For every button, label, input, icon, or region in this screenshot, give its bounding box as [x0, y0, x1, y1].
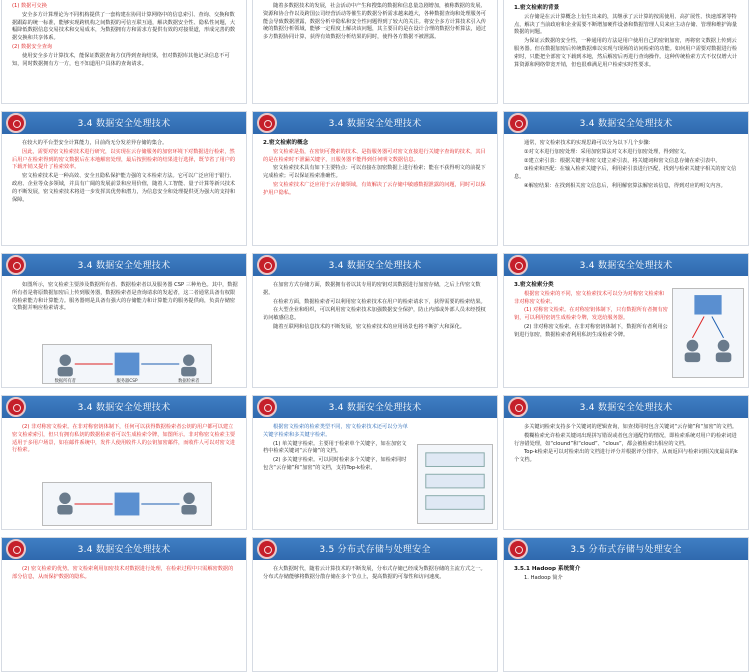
slide-title: 3.5 分布式存储与处理安全	[319, 545, 431, 555]
paragraph: 密文检索是指，在密钥可搜索的技术、是指服务器可对密文直接进行关键字查询的技术，其目的是在检索时不泄漏关键字，且服务器不能得到任何明文数据信息。	[263, 148, 486, 163]
person-icon	[181, 505, 196, 515]
slide-r3-c1[interactable]	[252, 253, 498, 388]
paragraph: 在大型企业和组织，可以利用密文检索技术加强数据安全保护，防止内部或外部人员未经授权访问敏感信息。	[263, 307, 486, 322]
slide-title: 3.4 数据安全处理技术	[328, 119, 422, 129]
slide-r1-c1[interactable]	[252, 0, 498, 104]
slide-title: 3.4 数据安全处理技术	[579, 261, 673, 271]
person-icon	[718, 340, 730, 352]
slide-header	[253, 112, 497, 134]
person-icon	[59, 493, 70, 504]
roles-diagram	[42, 344, 212, 384]
paragraph: 根据密文检索的检索类型不同，密文检索技术还可以分为单关键字检索和多关键字检索。	[263, 424, 408, 438]
paragraph: (2) 非对称密文检索。在非对称密钥体制下，任何可以获得数据检索者公钥的用户都可以建立密文检索索引，但只有拥有私钥的数据检索者可以生成检索令牌，如图所示。非对称密文检索主要适用于多用户场景，如在邮件系统中，发件人使用收件人的公钥加密邮件，而收件人可以对密文进行检索。	[12, 424, 236, 454]
person-icon	[687, 340, 699, 352]
subheading: (1) 数据可交换	[12, 3, 47, 9]
server-icon	[115, 353, 140, 376]
keyword-search-diagram	[417, 444, 493, 524]
person-icon	[57, 505, 72, 515]
slide-r4-c2[interactable]	[503, 395, 749, 530]
paragraph: 云存储是在云计算概念上衍生出来的，其继承了云计算的按需使用、高扩展性、快速部署等特点，解决了当前政府和企业需要不断增加硬件设备和数据管理人员来应主动存储、管理和维护海量数据的问题。	[514, 13, 738, 36]
slide-header	[2, 538, 246, 560]
paragraph: 模糊检索允许检索关键词出现拼写错误或者包含通配符的情况，即检索系统对用户的检索词进行容错处理，如“clound”和“cloud”、“clous”，都会被检索出相应的文档。	[514, 432, 737, 447]
role-label: 数据检索者	[178, 379, 200, 385]
paragraph: 密文检索技术具有如下主要特点：可以直接在加密数据上进行检索；能在不获得明文的前提下完成检索；可以保证检索准确性。	[263, 165, 486, 180]
person-icon	[58, 367, 73, 377]
person-icon	[183, 493, 194, 504]
slide-header	[504, 254, 748, 276]
arrow	[712, 316, 724, 337]
subheading: (2) 数据安全查询	[12, 43, 53, 50]
slide-r5-c1[interactable]	[252, 537, 498, 672]
slide-header	[2, 112, 246, 134]
slide-title: 3.4 数据安全处理技术	[328, 403, 422, 413]
slide-r4-c0[interactable]	[1, 395, 247, 530]
slide-title: 3.4 数据安全处理技术	[579, 403, 673, 413]
person-icon	[685, 352, 701, 362]
index-box	[426, 453, 484, 467]
symmetric-diagram-svg	[673, 289, 743, 377]
slide-header	[2, 254, 246, 276]
slide-r3-c0[interactable]	[1, 253, 247, 388]
person-icon	[716, 352, 732, 362]
slide-r3-c2[interactable]	[503, 253, 749, 388]
slide-r2-c0[interactable]	[1, 111, 247, 246]
index-box	[426, 496, 484, 510]
slide-header	[253, 396, 497, 418]
paragraph: 使用安全多方计算技术，能保证数据查询方仅得到查询结果，但对数据库其他记录信息不可知，同时数据拥有方一方，也不知道用户具体的查询请求。	[12, 52, 230, 67]
server-icon	[694, 295, 721, 314]
paragraph: 为保证云数据的安全性，一种通用的方法是用户使用自己的密钥加密，再将密文数据上传到云服务器。但在数据加密后传统数据难以实现与现场的访问检索的功能。如何用户需要对数据进行检索时，只能把全部密文下载到本地，然后解密后再进行查询操作。这种传统检索方式不仅仅增大计算资源和网络带宽开销，但也很难满足用户检索实时性要求。	[514, 38, 738, 68]
paragraph: Top-k检索是可以对检索出的文档进行评分并根据评分排序，从而返回与检索词相关度最高的k个文档。	[514, 449, 738, 464]
paragraph: (2) 密文检索的优势。密文检索利用加密技术对数据进行处理，在检索过程中只需解密数据的部分信息，从而保护数据的隐私。	[12, 566, 234, 580]
paragraph: 随着互联网和信息技术的不断发展，密文检索技术的应用场景也将不断扩大和深化。	[273, 323, 465, 330]
list-item: ④解密结果：在找到相关密文信息后，利用解密算法解密该信息，得到对应的明文内容。	[524, 182, 726, 189]
slide-title: 3.4 数据安全处理技术	[77, 545, 171, 555]
section-heading: 2.密文检索的概念	[263, 140, 309, 146]
roles-diagram-svg	[43, 345, 211, 383]
slide-title: 3.4 数据安全处理技术	[328, 261, 422, 271]
paragraph: 安全多方计算理论为不同机构提供了一套构建在协同计算网络中的信息索引、查询、交换和数据跟踪的统一标准，能够实现跨机构之间数据的可信互联互通，解决数据安全性、隐私性问题，大幅降低数据信息交易技术和交易成本，为数据拥有方和需求方提供有效的对接渠道，形成完善的数据交换和共享体系。	[12, 11, 236, 42]
asymmetric-diagram	[42, 482, 212, 526]
role-label: 数据所有者	[54, 379, 76, 385]
slide-r1-c2[interactable]	[503, 0, 749, 104]
symmetric-diagram	[672, 288, 744, 378]
paragraph: 根据密文检索的不同，密文检索技术可以分为对称密文检索和非对称密文检索。	[514, 290, 665, 305]
paragraph: 多关键词检索支持多个关键词的逻辑查询，如查找同时包含关键词“云存储”和“加密”的文档。	[524, 424, 738, 430]
slide-title: 3.4 数据安全处理技术	[77, 403, 171, 413]
role-label: 服务器CSP	[116, 379, 138, 385]
list-item: ①对文本进行加密处理：采用加密算法对文本进行加密处理，得到密文。	[524, 148, 690, 155]
paragraph: 密文检索技术是一种高效、安全且隐私保护能力强的文本检索方法。它可以广泛应用于银行、政府、企业等众多领域，并具有广阔的发展前景和应用价值，随着人工智能、量子计算等新兴技术的不断发展，密文检索技术将进一步发挥其优势和潜力，为信息安全和处理提供更为强大的支持和保障。	[12, 173, 236, 203]
index-box	[426, 474, 484, 488]
paragraph: 1. Hadoop 简介	[524, 574, 563, 581]
list-item: ②建立索引表：根据关键字和密文建立索引表，将关键词和密文信息存储在索引表中。	[524, 157, 721, 164]
list-item: (1) 对称密文检索。在对称密钥体制下，只有数据所有者拥有密钥，可以利用密钥生成检索令牌，发送给服务器。	[514, 307, 668, 322]
slide-header	[504, 112, 748, 134]
slide-r2-c1[interactable]	[252, 111, 498, 246]
paragraph: 在较大的平台型安全计算能力，目前尚无分发差异存储的集合。	[22, 140, 168, 146]
slide-r2-c2[interactable]	[503, 111, 749, 246]
paragraph: 在大数据时代，随着云计算技术的不断发展，分布式存储已经成为数据存储的主流方式之一。分布式存储能够将数据分散存储在多个节点上，提高数据的可靠性和访问速度。	[263, 566, 486, 580]
section-heading: 3.5.1 Hadoop 系统简介	[514, 566, 581, 572]
slide-header	[504, 538, 748, 560]
list-item: (2) 多关键字检索。可以同时检索多个关键字，如检索同时包含“云存储”和“加密”的文档，支持Top-k检索。	[263, 457, 407, 471]
paragraph: 密文检索技术广泛应用于云存储领域，有效解决了云存储中敏感数据泄露的问题，同时可以保护用户隐私。	[263, 181, 486, 196]
slide-header	[2, 396, 246, 418]
list-item: (1) 单关键字检索。主要用于检索单个关键字，如在加密文档中检索关键词“云存储”的文档。	[263, 440, 407, 455]
slide-title: 3.4 数据安全处理技术	[77, 261, 171, 271]
slide-r4-c1[interactable]	[252, 395, 498, 530]
paragraph: 如图所示，密文检索主要涉及数据所有者、数据检索者以及服务器 CSP 三种角色。其中，数据所有者是将原数据加密后上传到服务器，数据检索者是查询请求的发起者，这二者通常具备有权限的检索能力和计算能力。服务器则是具备有强大的存储能力和计算能力的服务提供商，负责存储密文数据并响应检索请求。	[12, 282, 238, 312]
person-icon	[181, 367, 196, 377]
slide-title: 3.4 数据安全处理技术	[579, 119, 673, 129]
section-heading: 1.密文检索的背景	[514, 5, 560, 11]
slide-title: 3.5 分布式存储与处理安全	[570, 545, 682, 555]
list-item: (2) 非对称密文检索。在非对称密钥体制下，数据所有者利用公钥进行加密，数据检索者利用私钥生成检索令牌。	[514, 323, 668, 338]
person-icon	[60, 355, 71, 366]
arrow	[692, 316, 704, 337]
paragraph: 在加密方式存储方面，数据拥有者以其专用的密钥对其数据进行加密存储，之后上传密文数据。	[263, 282, 481, 296]
list-item: ③检索和匹配：在输入检索关键字后，利用索引表进行匹配，找到与检索关键字相关的密文信息。	[514, 166, 737, 181]
slide-r5-c0[interactable]	[1, 537, 247, 672]
slide-header	[504, 396, 748, 418]
paragraph: 在检索方面，数据检索者可以利用密文检索技术在用户的检索请求下，获得需要的检索结果。	[273, 298, 486, 305]
asymmetric-diagram-svg	[43, 483, 211, 525]
paragraph: 通常，密文检索技术的实现思路可以分为以下几个步骤：	[524, 140, 654, 146]
server-icon	[115, 493, 140, 516]
keyword-search-diagram-svg	[418, 445, 492, 523]
slide-r5-c2[interactable]	[503, 537, 749, 672]
section-heading: 3.密文检索分类	[514, 282, 554, 288]
slide-title: 3.4 数据安全处理技术	[77, 119, 171, 129]
paragraph: 随着多数据技术的发展，社会活动中产生和搜集的数据和信息量急剧增加，被称数据的发展、资源和协合作以及跨国公司经营活动等催生的数据分析需求越来越大，各种数据查询和处理服务可能会导致数据泄露，数据分析中隐私和安全性问题得到了较大的关注。将安全多方计算技术引入传统的数据分析领域，能够一定程度上解决该问题，其主要目的是在设计合理的数据分析算法，通过多方数据协同计算，获得有效数据分析结果的同时，使得各方数据不被泄露。	[263, 3, 487, 41]
paragraph: 因此，需要对密文检索技术进行研究，以实现在云存储服务的加密环境下对数据进行检索，然后用户在检索得到的密文数据后在本地解密处理，最后按照检索的结果进行选择，既节省了用户的下载开销又提升了检索效率。	[12, 148, 236, 171]
slide-r1-c0[interactable]	[1, 0, 247, 104]
slide-header	[253, 254, 497, 276]
slide-header	[253, 538, 497, 560]
person-icon	[183, 355, 194, 366]
